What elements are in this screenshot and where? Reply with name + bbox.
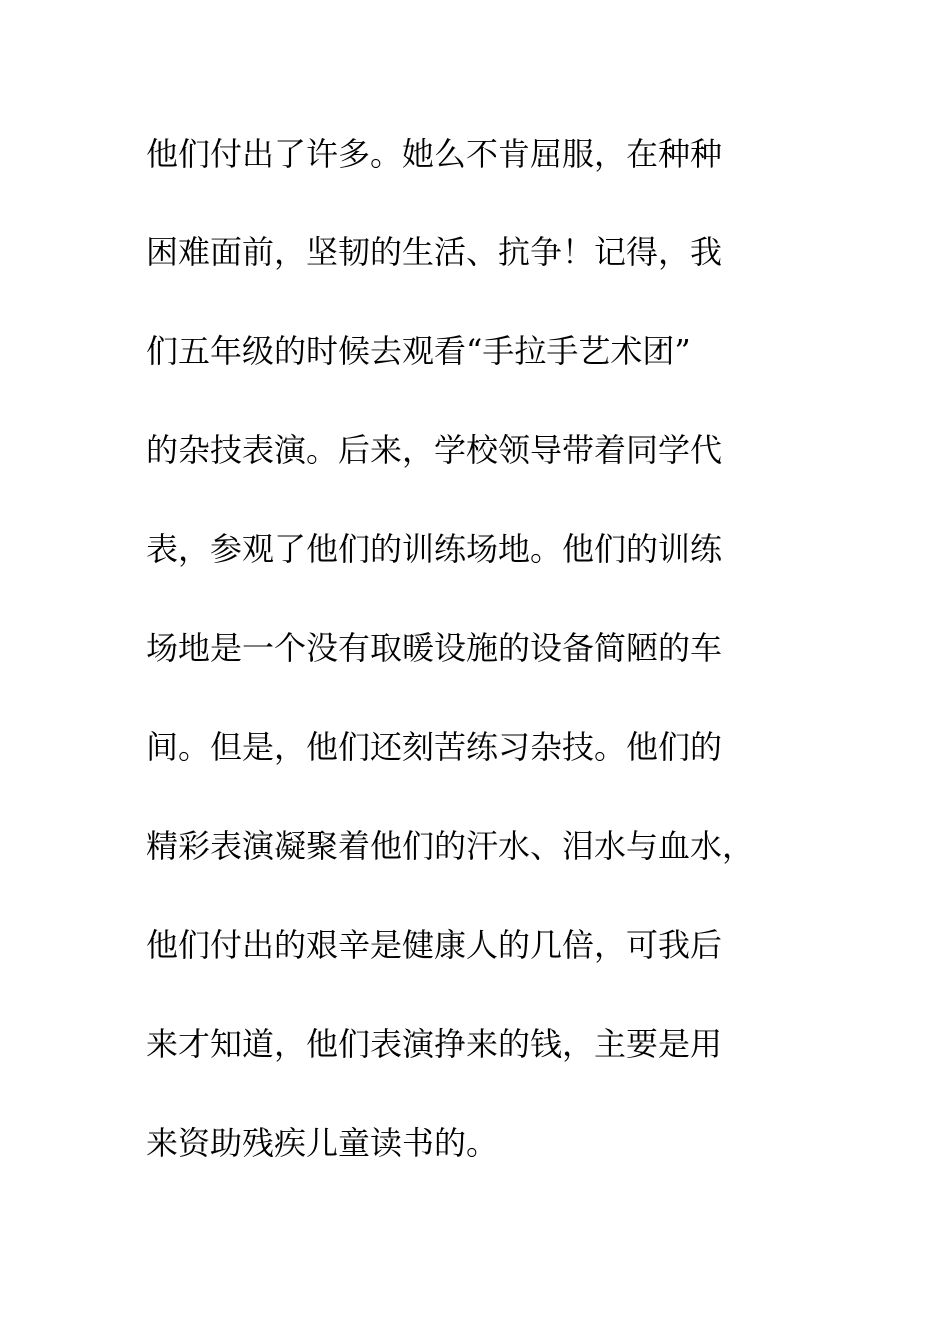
text-line: 来才知道，他们表演挣来的钱，主要是用 — [146, 1025, 723, 1063]
text-line: 们五年级的时候去观看“手拉手艺术团” — [146, 332, 691, 370]
text-line: 场地是一个没有取暖设施的设备简陋的车 — [146, 629, 723, 667]
text-line: 来资助残疾儿童读书的。 — [146, 1124, 499, 1162]
text-line: 他们付出的艰辛是健康人的几倍，可我后 — [146, 926, 723, 964]
text-line: 困难面前，坚韧的生活、抗争！记得，我 — [146, 233, 723, 271]
text-line: 表，参观了他们的训练场地。他们的训练 — [146, 530, 723, 568]
text-line: 的杂技表演。后来，学校领导带着同学代 — [146, 431, 723, 469]
text-line: 间。但是，他们还刻苦练习杂技。他们的 — [146, 728, 723, 766]
text-line: 他们付出了许多。她么不肯屈服，在种种 — [146, 135, 723, 173]
text-line: 精彩表演凝聚着他们的汗水、泪水与血水， — [146, 827, 755, 865]
